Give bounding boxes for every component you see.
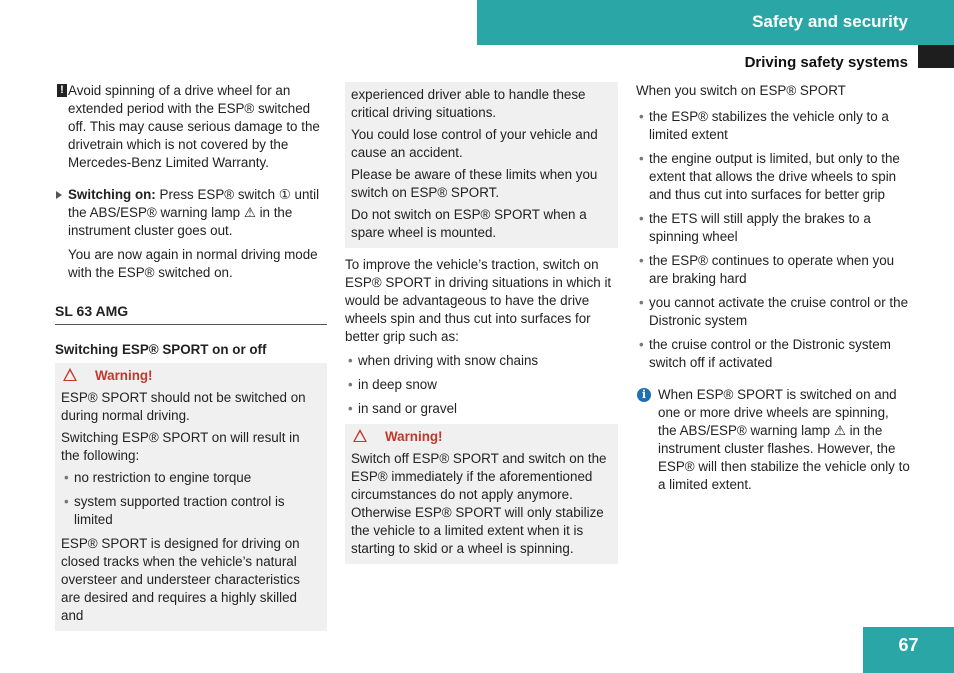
exclamation-icon: ! bbox=[57, 84, 67, 97]
page-number-box bbox=[863, 627, 954, 673]
list-item: • the cruise control or the Distronic system switch off if activated bbox=[636, 336, 910, 372]
step-body: Press ESP® switch ① until the ABS/ESP® warning lamp ⚠ in the instrument cluster goes out. bbox=[68, 187, 320, 238]
step-arrow-icon bbox=[56, 191, 62, 199]
step-label: Switching on: bbox=[68, 187, 156, 202]
step-text bbox=[68, 186, 327, 240]
column-left bbox=[55, 82, 327, 631]
list-item: • system supported traction control is limited bbox=[61, 493, 321, 529]
warning-triangle-icon bbox=[63, 368, 77, 381]
warning-box bbox=[55, 363, 327, 631]
list-item: • the ESP® stabilizes the vehicle only to a limited extent bbox=[636, 108, 910, 144]
list-item: • you cannot activate the cruise control or the Distronic system bbox=[636, 294, 910, 330]
body-paragraph: When you switch on ESP® SPORT bbox=[636, 83, 846, 98]
warning-paragraph: ESP® SPORT should not be switched on during normal driving. bbox=[61, 390, 306, 423]
step-result: You are now again in normal driving mode with the ESP® switched on. bbox=[68, 247, 318, 280]
list-item: • no restriction to engine torque bbox=[61, 469, 321, 487]
page-number: 67 bbox=[898, 635, 919, 655]
warning-title: Warning! bbox=[61, 367, 321, 385]
subsection-heading: Switching ESP® SPORT on or off bbox=[55, 342, 267, 357]
warning-paragraph: You could lose control of your vehicle and cause an accident. bbox=[351, 127, 598, 160]
warning-box bbox=[345, 424, 618, 564]
body-paragraph: To improve the vehicle’s traction, switch on ESP® SPORT in driving situations in which it would be advantageous to have the drive wheels spin and thus cut into surfaces for better grip such as: bbox=[345, 257, 612, 344]
section-subtitle: Driving safety systems bbox=[744, 54, 908, 71]
section-heading: SL 63 AMG bbox=[55, 302, 327, 325]
warning-box-continued bbox=[345, 82, 618, 248]
info-note bbox=[636, 386, 910, 494]
list-item: • the ESP® continues to operate when you are braking hard bbox=[636, 252, 910, 288]
warning-paragraph: experienced driver able to handle these critical driving situations. bbox=[351, 87, 586, 120]
list-item: • the engine output is limited, but only to the extent that allows the drive wheels to spin and thus cut into surfaces for better grip bbox=[636, 150, 910, 204]
warning-paragraph: Switch off ESP® SPORT and switch on the ESP® immediately if the aforementioned circumstances do not apply anymore. Otherwise ESP® SPORT will only stabilize the vehicle to a limited extent when it is starting to skid or a wheel is spinning. bbox=[351, 451, 607, 556]
column-middle bbox=[345, 82, 618, 564]
list-item: • in sand or gravel bbox=[345, 400, 618, 418]
warning-triangle-icon bbox=[353, 429, 367, 442]
list-item: • when driving with snow chains bbox=[345, 352, 618, 370]
list-item: • the ETS will still apply the brakes to a spinning wheel bbox=[636, 210, 910, 246]
list-item: • in deep snow bbox=[345, 376, 618, 394]
column-right bbox=[636, 82, 910, 494]
chapter-title: Safety and security bbox=[752, 12, 908, 31]
corner-marker bbox=[918, 45, 954, 68]
notice-text: Avoid spinning of a drive wheel for an extended period with the ESP® switched off. This may cause serious damage to the drivetrain which is not covered by the Mercedes-Benz Limited Warranty. bbox=[68, 83, 320, 170]
notice-block bbox=[55, 82, 327, 172]
info-text: When ESP® SPORT is switched on and one or more drive wheels are spinning, the ABS/ESP® warning lamp ⚠ in the instrument cluster flashes. However, the ESP® will then stabilize the vehicle only to a limited extent. bbox=[658, 387, 910, 492]
warning-title: Warning! bbox=[351, 428, 612, 446]
header-bar bbox=[477, 0, 954, 45]
warning-paragraph: Do not switch on ESP® SPORT when a spare wheel is mounted. bbox=[351, 207, 587, 240]
step-switching-on bbox=[55, 186, 327, 240]
warning-paragraph: ESP® SPORT is designed for driving on closed tracks when the vehicle’s natural oversteer and understeer characteristics are desired and requires a highly skilled and bbox=[61, 536, 300, 623]
warning-paragraph: Switching ESP® SPORT on will result in the following: bbox=[61, 430, 300, 463]
info-icon: i bbox=[637, 388, 651, 402]
warning-paragraph: Please be aware of these limits when you switch on ESP® SPORT. bbox=[351, 167, 598, 200]
